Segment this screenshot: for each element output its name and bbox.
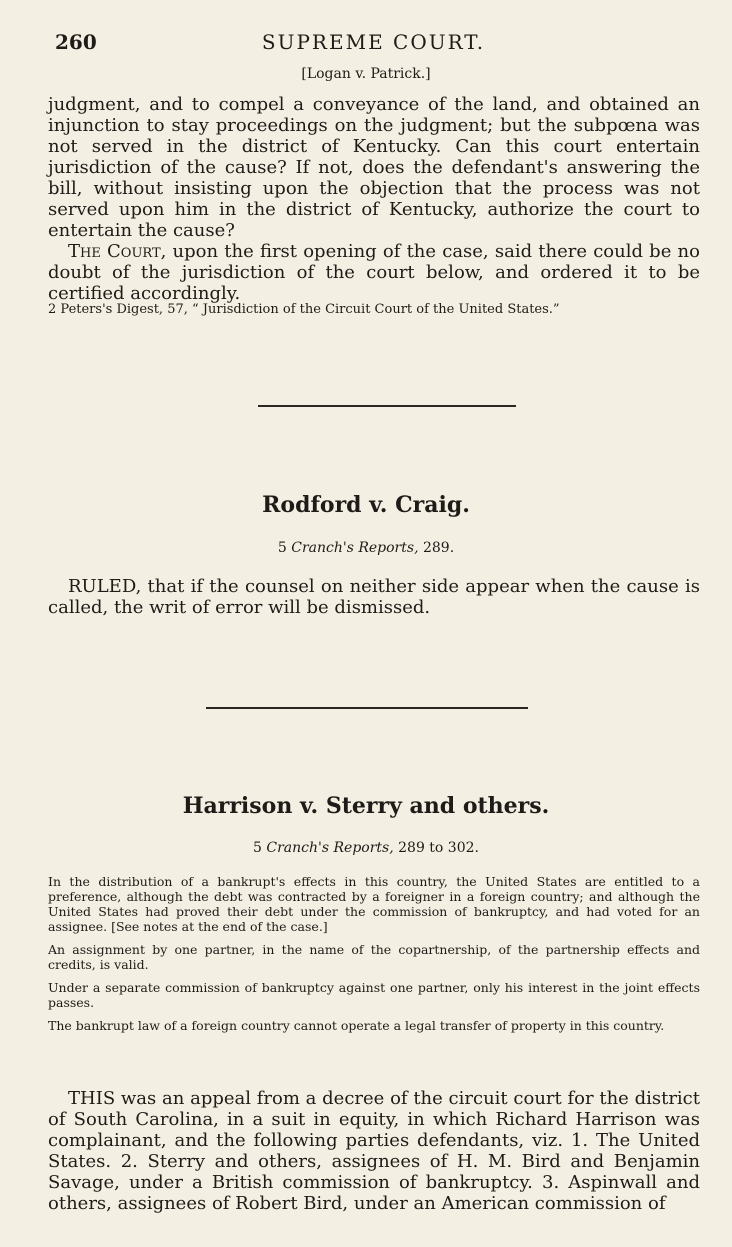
harrison-opening <box>48 1088 700 1214</box>
page-header <box>55 30 692 58</box>
headnotes <box>48 874 700 1041</box>
digest-footnote: 2 Peters's Digest, 57, “ Jurisdiction of the Circuit Court of the United States.” <box>48 302 560 317</box>
headnote-item: An assignment by one partner, in the name of the copartnership, of the partnership effects and credits, is valid. <box>48 942 700 972</box>
court-lead: The Court, <box>68 241 167 262</box>
first-case-body <box>48 94 700 304</box>
headnote-item: The bankrupt law of a foreign country cannot operate a legal transfer of property in this country. <box>48 1018 665 1033</box>
harrison-citation-num: 5 <box>253 840 262 856</box>
harrison-case-title: Harrison v. Sterry and others. <box>182 793 550 819</box>
court-decision-paragraph <box>48 241 700 304</box>
rodford-citation <box>0 540 732 556</box>
harrison-citation <box>0 840 732 856</box>
first-case-paragraph: judgment, and to compel a conveyance of the land, and obtained an injunction to stay proceedings on the judgment; but the subpœna was not served in the district of Kentucky. Can this court entertain jurisdiction of the cause? If not, does the defendant's answering the bill, without insisting upon the objection that the process was not served upon him in the district of Kentucky, authorize the court to entertain the cause? <box>48 94 700 241</box>
opening-text: was an appeal from a decree of the circuit court for the district of South Carolina, in a suit in equity, in which Richard Harrison was complainant, and the following parties defendants, viz. 1. The United States. 2. Sterry and others, assignees of H. M. Bird and Benjamin Savage, under a British commission of bankruptcy. 3. Aspinwall and others, assignees of Robert Bird, under an American commission of <box>48 1088 700 1214</box>
section-divider <box>206 707 528 709</box>
rodford-citation-num: 5 <box>277 540 287 556</box>
page-number: 260 <box>55 30 97 54</box>
headnote-item: Under a separate commission of bankruptcy against one partner, only his interest in the joint effects passes. <box>48 980 700 1010</box>
rodford-citation-title: Cranch's Reports, <box>291 540 419 556</box>
section-divider <box>258 405 516 407</box>
rodford-case-title: Rodford v. Craig. <box>262 492 470 518</box>
ruling-text: that if the counsel on neither side appear when the cause is called, the writ of error will be dismissed. <box>48 576 700 618</box>
harrison-citation-title: Cranch's Reports, <box>266 840 394 856</box>
rodford-ruling <box>48 576 700 618</box>
court-decision-text: upon the first opening of the case, said there could be no doubt of the jurisdiction of the court below, and ordered it to be certified accordingly. <box>48 241 700 304</box>
headnote-item: In the distribution of a bankrupt's effects in this country, the United States are entitled to a preference, although the debt was contracted by a foreigner in a foreign country; and although the United States had proved their debt under the commission of bankruptcy, and had voted for an assignee. [See notes at the end of the case.] <box>48 874 700 934</box>
harrison-citation-page: 289 to 302. <box>398 840 479 856</box>
running-title: SUPREME COURT. <box>261 30 486 54</box>
ruling-lead: RULED, <box>68 576 142 597</box>
rodford-citation-page: 289. <box>422 540 455 556</box>
opening-lead: THIS <box>68 1088 116 1109</box>
case-reference: [Logan v. Patrick.] <box>301 66 431 82</box>
